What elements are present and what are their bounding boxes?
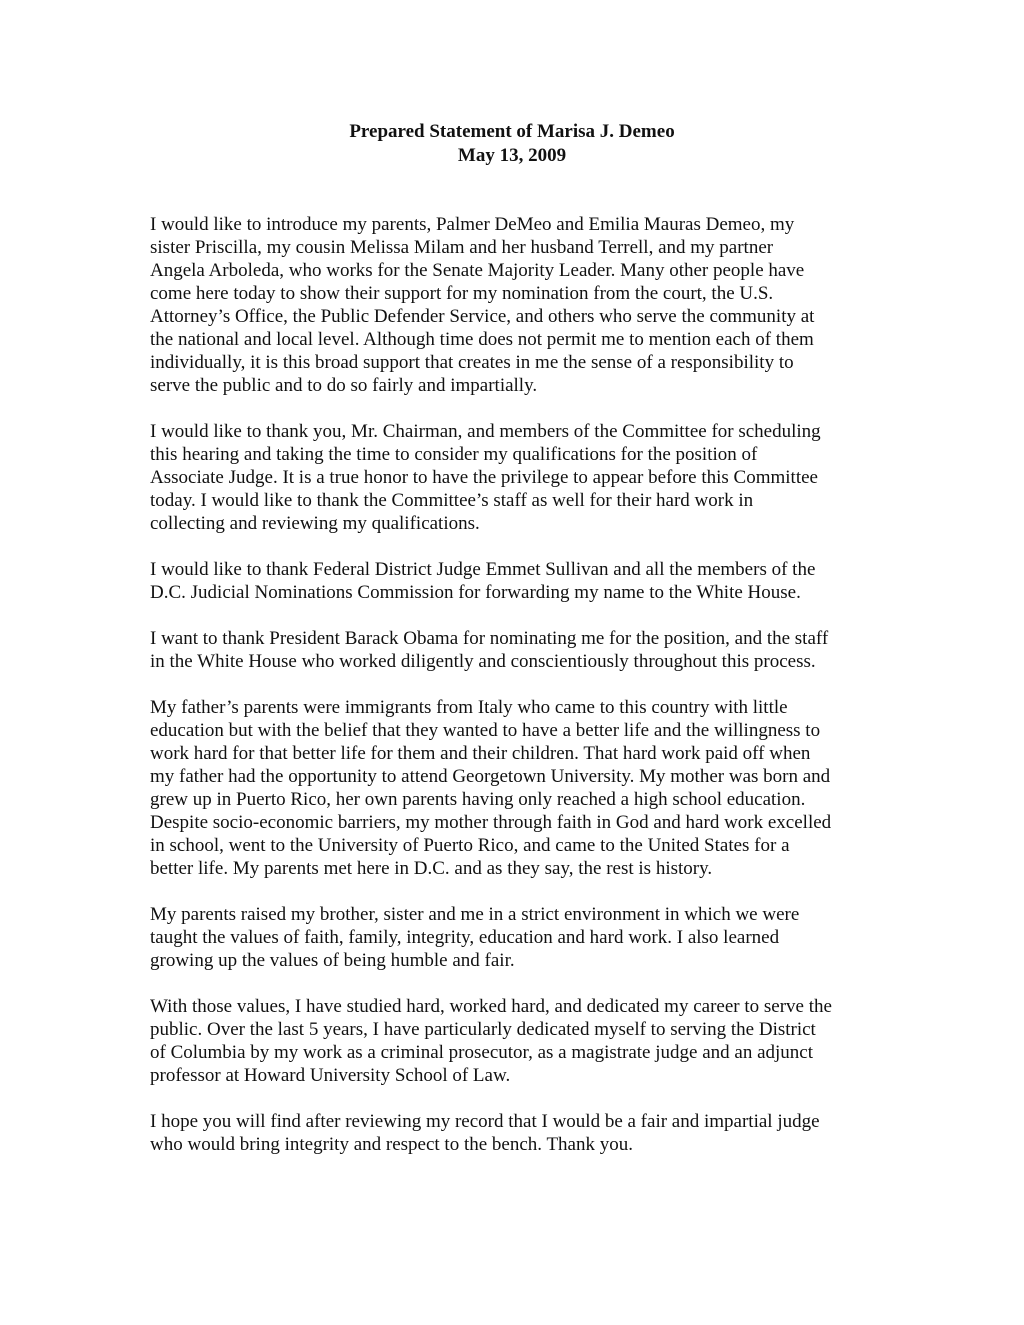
paragraph-line: My father’s parents were immigrants from Italy who came to this country with little: [150, 697, 788, 718]
paragraph-line: I would like to introduce my parents, Palmer DeMeo and Emilia Mauras Demeo, my: [150, 214, 795, 235]
statement-header: [0, 120, 1024, 168]
paragraph-line: in the White House who worked diligently and conscientiously throughout this process.: [150, 651, 816, 672]
paragraph-line: Angela Arboleda, who works for the Senate Majority Leader. Many other people have: [150, 260, 805, 281]
paragraph: [150, 1110, 890, 1156]
paragraph-line: I hope you will find after reviewing my record that I would be a fair and impartial judge: [150, 1111, 820, 1132]
paragraph-line: work hard for that better life for them and their children. That hard work paid off when: [150, 743, 811, 764]
statement-date: May 13, 2009: [457, 145, 567, 166]
paragraph: [150, 696, 890, 880]
paragraph-line: Despite socio-economic barriers, my mother through faith in God and hard work excelled: [150, 812, 832, 833]
paragraph-line: Attorney’s Office, the Public Defender Service, and others who serve the community at: [150, 306, 815, 327]
paragraph-line: my father had the opportunity to attend Georgetown University. My mother was born and: [150, 766, 831, 787]
paragraph-line: D.C. Judicial Nominations Commission for forwarding my name to the White House.: [150, 582, 801, 603]
paragraph-line: Associate Judge. It is a true honor to have the privilege to appear before this Committee: [150, 467, 818, 488]
paragraph-line: professor at Howard University School of Law.: [150, 1065, 511, 1086]
paragraph-line: taught the values of faith, family, integrity, education and hard work. I also learned: [150, 927, 780, 948]
paragraph-line: in school, went to the University of Puerto Rico, and came to the United States for a: [150, 835, 790, 856]
paragraph-line: this hearing and taking the time to consider my qualifications for the position of: [150, 444, 758, 465]
paragraph-line: I would like to thank Federal District Judge Emmet Sullivan and all the members of the: [150, 559, 816, 580]
paragraph-line: My parents raised my brother, sister and me in a strict environment in which we were: [150, 904, 800, 925]
paragraph: [150, 995, 890, 1087]
paragraph-line: the national and local level. Although time does not permit me to mention each of them: [150, 329, 814, 350]
paragraph-line: growing up the values of being humble and fair.: [150, 950, 515, 971]
paragraph-line: who would bring integrity and respect to the bench. Thank you.: [150, 1134, 633, 1155]
paragraph-line: today. I would like to thank the Committee’s staff as well for their hard work in: [150, 490, 754, 511]
paragraph: [150, 903, 890, 972]
paragraph-line: of Columbia by my work as a criminal prosecutor, as a magistrate judge and an adjunct: [150, 1042, 813, 1063]
paragraph-line: come here today to show their support for my nomination from the court, the U.S.: [150, 283, 774, 304]
paragraph: [150, 627, 890, 673]
paragraph-line: collecting and reviewing my qualifications.: [150, 513, 480, 534]
paragraph-line: individually, it is this broad support that creates in me the sense of a responsibility to: [150, 352, 794, 373]
paragraph-line: I want to thank President Barack Obama for nominating me for the position, and the staff: [150, 628, 829, 649]
paragraph-line: public. Over the last 5 years, I have particularly dedicated myself to serving the District: [150, 1019, 816, 1040]
paragraph-line: serve the public and to do so fairly and impartially.: [150, 375, 538, 396]
paragraph-line: better life. My parents met here in D.C. and as they say, the rest is history.: [150, 858, 713, 879]
paragraph-line: With those values, I have studied hard, worked hard, and dedicated my career to serve the: [150, 996, 832, 1017]
paragraph-line: I would like to thank you, Mr. Chairman, and members of the Committee for scheduling: [150, 421, 821, 442]
statement-title: Prepared Statement of Marisa J. Demeo: [349, 121, 675, 142]
paragraph-line: education but with the belief that they wanted to have a better life and the willingness to: [150, 720, 821, 741]
paragraph: [150, 558, 890, 604]
paragraph: [150, 420, 890, 535]
paragraph-line: sister Priscilla, my cousin Melissa Milam and her husband Terrell, and my partner: [150, 237, 774, 258]
paragraph: [150, 213, 890, 397]
statement-body: [150, 213, 890, 1179]
paragraph-line: grew up in Puerto Rico, her own parents having only reached a high school education.: [150, 789, 806, 810]
